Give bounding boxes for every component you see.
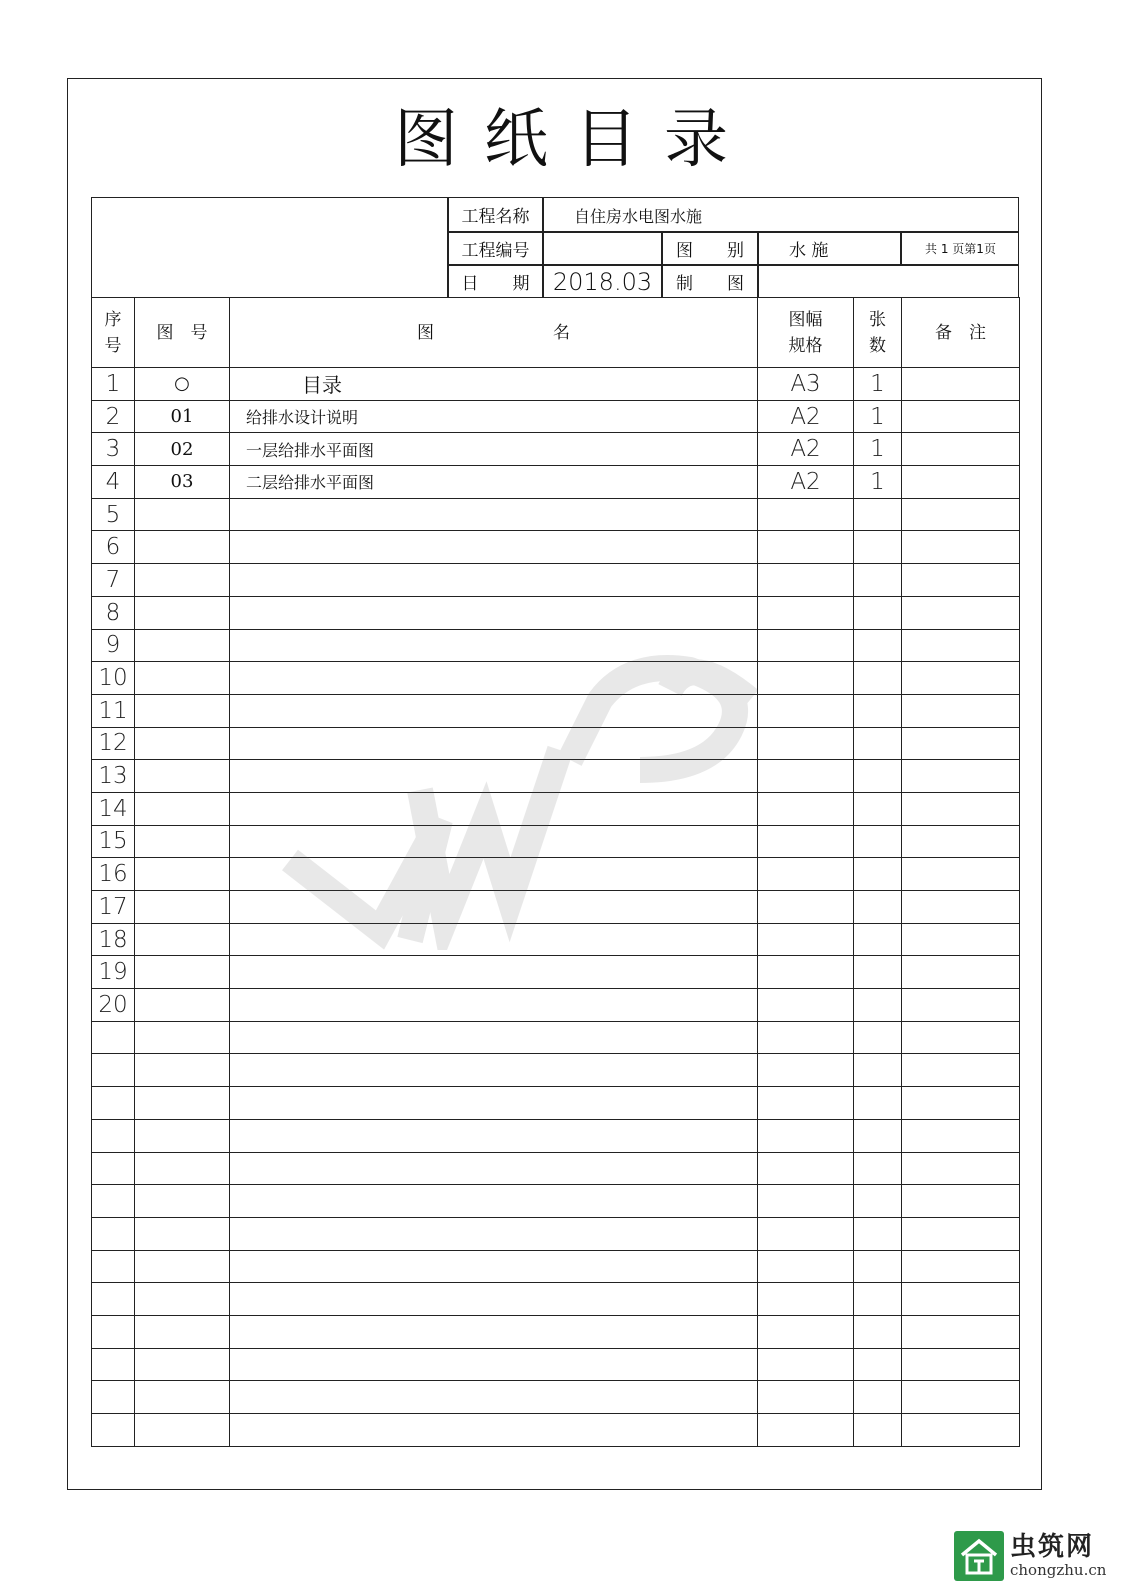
row-format	[758, 1054, 854, 1087]
row-seq	[92, 1315, 135, 1348]
row-seq: 3	[92, 433, 135, 466]
row-name	[230, 989, 758, 1022]
row-note	[902, 564, 1020, 597]
row-format: A2	[758, 400, 854, 433]
wps-watermark-icon	[270, 610, 790, 950]
row-sheets	[854, 1250, 902, 1283]
row-note	[902, 629, 1020, 662]
row-seq	[92, 1414, 135, 1447]
header-note: 备 注	[902, 298, 1020, 368]
row-code	[135, 825, 230, 858]
row-sheets	[854, 825, 902, 858]
row-seq: 14	[92, 792, 135, 825]
table-row	[92, 1054, 1020, 1087]
row-format: A2	[758, 466, 854, 499]
date-value: 2018.03	[552, 267, 653, 296]
row-note	[902, 792, 1020, 825]
row-code	[135, 1185, 230, 1218]
drawn-by-label: 制 图	[676, 274, 744, 294]
row-format	[758, 1250, 854, 1283]
row-note	[902, 694, 1020, 727]
row-code: ○	[135, 368, 230, 401]
row-note	[902, 891, 1020, 924]
row-code	[135, 1217, 230, 1250]
table-row	[92, 433, 1020, 466]
house-logo-icon	[954, 1531, 1004, 1581]
row-name: 一层给排水平面图	[230, 433, 758, 466]
header-name: 图 名	[230, 298, 758, 368]
row-seq	[92, 1054, 135, 1087]
row-seq	[92, 1250, 135, 1283]
row-name	[230, 1185, 758, 1218]
row-sheets	[854, 1315, 902, 1348]
category-label: 图 别	[676, 241, 744, 261]
row-code	[135, 1054, 230, 1087]
row-note	[902, 825, 1020, 858]
row-seq: 6	[92, 531, 135, 564]
row-code	[135, 1414, 230, 1447]
table-row	[92, 1119, 1020, 1152]
row-sheets	[854, 989, 902, 1022]
header-seq: 序号	[92, 298, 135, 368]
row-sheets	[854, 1185, 902, 1218]
row-code	[135, 498, 230, 531]
row-note	[902, 1283, 1020, 1316]
row-name: 给排水设计说明	[230, 400, 758, 433]
row-name: 目录	[230, 368, 758, 401]
table-row	[92, 1381, 1020, 1414]
date-label: 日 期	[461, 274, 530, 294]
table-row	[92, 1087, 1020, 1120]
row-note	[902, 1348, 1020, 1381]
row-format	[758, 564, 854, 597]
row-seq	[92, 1087, 135, 1120]
row-code	[135, 891, 230, 924]
row-note	[902, 1315, 1020, 1348]
table-row	[92, 1185, 1020, 1218]
site-logo-domain: chongzhu.cn	[1010, 1561, 1107, 1579]
row-code	[135, 662, 230, 695]
row-sheets	[854, 531, 902, 564]
row-format	[758, 989, 854, 1022]
row-sheets	[854, 1414, 902, 1447]
row-format	[758, 1185, 854, 1218]
row-note	[902, 498, 1020, 531]
row-sheets	[854, 596, 902, 629]
row-sheets	[854, 1087, 902, 1120]
table-row	[92, 956, 1020, 989]
row-code	[135, 727, 230, 760]
row-code	[135, 596, 230, 629]
table-row	[92, 466, 1020, 499]
drawn-by-value	[759, 265, 1019, 298]
row-seq: 9	[92, 629, 135, 662]
row-code	[135, 564, 230, 597]
table-row	[92, 1021, 1020, 1054]
row-seq: 4	[92, 466, 135, 499]
row-sheets	[854, 923, 902, 956]
row-name	[230, 1250, 758, 1283]
row-code: 02	[135, 433, 230, 466]
row-format: A3	[758, 368, 854, 401]
row-sheets	[854, 858, 902, 891]
row-note	[902, 1021, 1020, 1054]
row-note	[902, 1054, 1020, 1087]
row-format	[758, 1152, 854, 1185]
row-seq: 11	[92, 694, 135, 727]
row-note	[902, 596, 1020, 629]
row-name	[230, 1119, 758, 1152]
row-seq: 16	[92, 858, 135, 891]
row-name	[230, 1315, 758, 1348]
row-note	[902, 760, 1020, 793]
row-name	[230, 1054, 758, 1087]
row-code	[135, 989, 230, 1022]
table-row	[92, 531, 1020, 564]
row-sheets	[854, 1217, 902, 1250]
row-code	[135, 1250, 230, 1283]
row-code	[135, 1348, 230, 1381]
row-seq	[92, 1152, 135, 1185]
row-code	[135, 956, 230, 989]
row-format	[758, 1414, 854, 1447]
row-format	[758, 1217, 854, 1250]
row-code	[135, 1087, 230, 1120]
table-row	[92, 989, 1020, 1022]
row-name	[230, 1414, 758, 1447]
row-note	[902, 466, 1020, 499]
row-code	[135, 531, 230, 564]
row-seq: 5	[92, 498, 135, 531]
row-sheets: 1	[854, 466, 902, 499]
row-format	[758, 1021, 854, 1054]
row-format	[758, 1087, 854, 1120]
row-code	[135, 858, 230, 891]
row-format	[758, 531, 854, 564]
row-sheets: 1	[854, 433, 902, 466]
row-sheets	[854, 956, 902, 989]
row-name	[230, 1381, 758, 1414]
row-note	[902, 727, 1020, 760]
row-name	[230, 498, 758, 531]
page-title: 图纸目录	[394, 103, 754, 177]
row-seq: 10	[92, 662, 135, 695]
table-row	[92, 564, 1020, 597]
row-seq: 1	[92, 368, 135, 401]
site-logo	[954, 1530, 1114, 1582]
row-sheets	[854, 760, 902, 793]
row-sheets	[854, 792, 902, 825]
row-seq	[92, 1348, 135, 1381]
row-note	[902, 1087, 1020, 1120]
row-seq: 20	[92, 989, 135, 1022]
table-header-row	[92, 298, 1020, 368]
row-note	[902, 433, 1020, 466]
table-row	[92, 1348, 1020, 1381]
row-note	[902, 400, 1020, 433]
row-code	[135, 1315, 230, 1348]
category-value: 水 施	[789, 241, 829, 261]
row-seq: 18	[92, 923, 135, 956]
row-sheets	[854, 498, 902, 531]
row-seq	[92, 1283, 135, 1316]
row-format	[758, 1283, 854, 1316]
row-code	[135, 1283, 230, 1316]
row-code	[135, 1021, 230, 1054]
row-seq	[92, 1185, 135, 1218]
row-seq: 12	[92, 727, 135, 760]
row-sheets: 1	[854, 368, 902, 401]
row-format: A2	[758, 433, 854, 466]
row-seq	[92, 1119, 135, 1152]
row-code	[135, 792, 230, 825]
row-code	[135, 1381, 230, 1414]
row-note	[902, 923, 1020, 956]
table-row	[92, 1152, 1020, 1185]
row-name	[230, 956, 758, 989]
table-row	[92, 400, 1020, 433]
row-code	[135, 1119, 230, 1152]
row-sheets	[854, 891, 902, 924]
row-name	[230, 1087, 758, 1120]
row-code: 03	[135, 466, 230, 499]
row-seq	[92, 1217, 135, 1250]
row-code	[135, 1152, 230, 1185]
row-sheets: 1	[854, 400, 902, 433]
header-code: 图 号	[135, 298, 230, 368]
project-name-value: 自住房水电图水施	[574, 207, 703, 226]
row-code: 01	[135, 400, 230, 433]
project-number-label: 工程编号	[461, 241, 530, 261]
row-note	[902, 1152, 1020, 1185]
row-sheets	[854, 1283, 902, 1316]
row-code	[135, 760, 230, 793]
row-note	[902, 956, 1020, 989]
row-name	[230, 1152, 758, 1185]
table-row	[92, 1250, 1020, 1283]
row-code	[135, 694, 230, 727]
row-seq: 2	[92, 400, 135, 433]
table-row	[92, 1414, 1020, 1447]
row-sheets	[854, 564, 902, 597]
row-note	[902, 858, 1020, 891]
row-sheets	[854, 694, 902, 727]
row-name	[230, 531, 758, 564]
row-note	[902, 1250, 1020, 1283]
row-name	[230, 1348, 758, 1381]
row-sheets	[854, 1021, 902, 1054]
row-note	[902, 662, 1020, 695]
row-note	[902, 1185, 1020, 1218]
row-format	[758, 498, 854, 531]
row-note	[902, 1217, 1020, 1250]
project-number-value	[544, 232, 661, 265]
row-name	[230, 1217, 758, 1250]
row-sheets	[854, 629, 902, 662]
row-sheets	[854, 1348, 902, 1381]
row-seq: 15	[92, 825, 135, 858]
row-format	[758, 1119, 854, 1152]
row-format	[758, 1348, 854, 1381]
row-sheets	[854, 727, 902, 760]
table-row	[92, 368, 1020, 401]
header-format: 图幅规格	[758, 298, 854, 368]
row-sheets	[854, 1119, 902, 1152]
row-seq: 17	[92, 891, 135, 924]
row-sheets	[854, 662, 902, 695]
row-seq: 19	[92, 956, 135, 989]
project-info-block	[91, 197, 1019, 297]
row-sheets	[854, 1152, 902, 1185]
row-note	[902, 1381, 1020, 1414]
row-seq: 13	[92, 760, 135, 793]
row-seq	[92, 1381, 135, 1414]
row-note	[902, 531, 1020, 564]
row-seq: 8	[92, 596, 135, 629]
row-format	[758, 1315, 854, 1348]
row-note	[902, 368, 1020, 401]
header-sheets: 张数	[854, 298, 902, 368]
row-format	[758, 956, 854, 989]
project-name-label: 工程名称	[461, 207, 530, 227]
row-code	[135, 629, 230, 662]
table-row	[92, 498, 1020, 531]
row-seq	[92, 1021, 135, 1054]
row-seq: 7	[92, 564, 135, 597]
row-name	[230, 1283, 758, 1316]
row-name	[230, 1021, 758, 1054]
row-code	[135, 923, 230, 956]
row-format	[758, 1381, 854, 1414]
row-note	[902, 989, 1020, 1022]
row-note	[902, 1414, 1020, 1447]
table-row	[92, 1315, 1020, 1348]
row-name: 二层给排水平面图	[230, 466, 758, 499]
page-count: 共 1 页第1页	[925, 242, 996, 256]
row-name	[230, 564, 758, 597]
row-sheets	[854, 1054, 902, 1087]
row-sheets	[854, 1381, 902, 1414]
table-row	[92, 1283, 1020, 1316]
site-logo-name: 虫筑网	[1010, 1532, 1095, 1562]
table-row	[92, 1217, 1020, 1250]
row-note	[902, 1119, 1020, 1152]
